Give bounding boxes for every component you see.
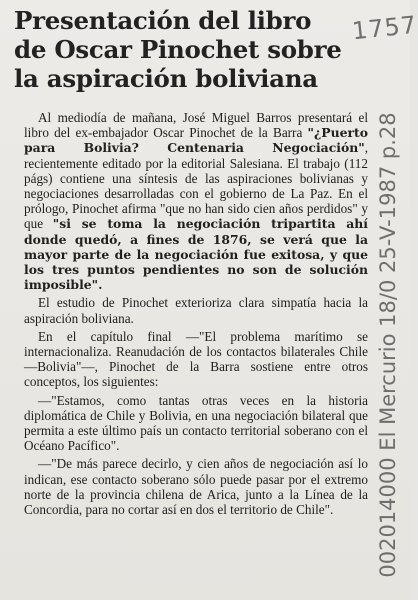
paragraph-5: —"De más parece decirlo, y cien años de negociación así lo indican, ese contacto soberano sólo puede pasar por el extremo norte de la provincia chilena de Arica, junto a la Línea de la Concordia, para no cortar así en dos el territorio de Chile". bbox=[24, 456, 368, 518]
book-title: "¿Puerto para Bolivia? Centenaria Negociación" bbox=[24, 125, 368, 156]
paragraph-1-intro: Al mediodía de mañana, José Miguel Barros presentará el libro del ex-embajador Oscar Pinochet de la Barra bbox=[24, 110, 368, 141]
paragraph-1 bbox=[24, 110, 368, 292]
handwritten-source-note: 002014000 El Mercurio 18/0 25-V-1987 p.28 bbox=[376, 112, 400, 578]
prologue-quote: "si se toma la negociación tripartita ahí donde quedó, a fines de 1876, se verá que la mayor parte de la negociación fue exitosa, y que los tres puntos pendientes no son de solución imposible". bbox=[24, 216, 368, 293]
headline: Presentación del libro de Oscar Pinochet sobre la aspiración boliviana bbox=[14, 6, 342, 93]
paragraph-3: En el capítulo final —"El problema marítimo se internacionaliza. Reanudación de los contactos bilaterales Chile—Bolivia"—, Pinochet de la Barra sostiene entre otros conceptos, los siguientes: bbox=[24, 328, 368, 390]
handwritten-archive-number: 1757 bbox=[350, 10, 418, 46]
paragraph-2: El estudio de Pinochet exterioriza clara simpatía hacia la aspiración boliviana. bbox=[24, 295, 368, 326]
article-body bbox=[24, 110, 368, 520]
paragraph-4: —"Estamos, como tantas otras veces en la historia diplomática de Chile y Bolivia, en una negociación bilateral que permita a este último país un contacto territorial soberano con el Océano Pacífico". bbox=[24, 392, 368, 454]
paragraph-1-body: , recientemente editado por la editorial Salesiana. El trabajo (112 págs) contiene una síntesis de las aspiraciones bolivianas y negociaciones desarrolladas con el gobierno de La Paz. En el prólogo, Pinochet afirma "que no han sido cien años perdidos" y que bbox=[24, 140, 368, 232]
